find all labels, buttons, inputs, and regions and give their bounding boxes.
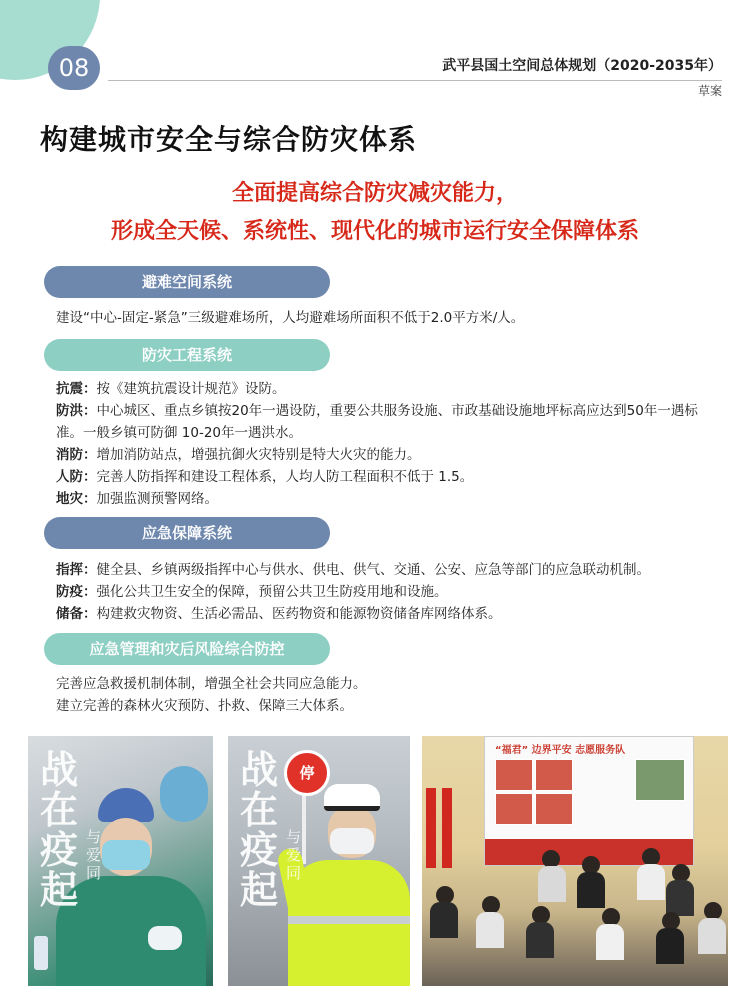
flag — [442, 788, 452, 868]
stop-sign: 停 — [284, 750, 330, 796]
screen-photo — [635, 759, 685, 801]
item-text: 加强监测预警网络。 — [96, 491, 218, 507]
document-title: 武平县国土空间总体规划（2020-2035年） — [442, 58, 722, 74]
item-label: 地灾： — [56, 491, 97, 507]
shelter-text-block — [56, 307, 710, 329]
item-label: 指挥： — [56, 562, 97, 578]
audience-member — [430, 902, 458, 938]
section-header-emergency: 应急保障系统 — [44, 517, 330, 549]
shelter-text: 建设“中心-固定-紧急”三级避难场所，人均避难场所面积不低于2.0平方米/人。 — [56, 310, 525, 326]
photo2-vertical-text: 战在疫起 — [240, 748, 279, 912]
photo2-small-text: 与爱同 — [286, 828, 302, 882]
screen-photo — [495, 759, 533, 791]
audience-member — [526, 922, 554, 958]
photo-meeting-hall — [422, 736, 728, 986]
screen-title: “福君” 边界平安 志愿服务队 — [495, 745, 626, 756]
item-text: 按《建筑抗震设计规范》设防。 — [96, 381, 286, 397]
reflective-stripe — [288, 916, 410, 924]
section-header-management: 应急管理和灾后风险综合防控 — [44, 633, 330, 665]
audience-member — [538, 866, 566, 902]
document-status: 草案 — [697, 84, 722, 98]
audience-member — [656, 928, 684, 964]
section-header-shelter: 避难空间系统 — [44, 266, 330, 298]
doctor-mask — [102, 840, 150, 870]
item-label: 抗震： — [56, 381, 97, 397]
engineering-item — [56, 444, 710, 466]
item-text: 中心城区、重点乡镇按20年一遇设防，重要公共服务设施、市政基础设施地坪标高应达到50年一遇标准。一般乡镇可防御 10-20年一遇洪水。 — [56, 403, 698, 441]
item-label: 消防： — [56, 447, 97, 463]
presentation-screen — [484, 736, 694, 866]
item-text: 健全县、乡镇两级指挥中心与供水、供电、供气、交通、公安、应急等部门的应急联动机制。 — [96, 562, 650, 578]
section-header-engineering: 防灾工程系统 — [44, 339, 330, 371]
doctor-cap — [98, 788, 154, 822]
photo1-vertical-text: 战在疫起 — [40, 748, 79, 912]
engineering-item — [56, 488, 710, 510]
doctor-glove — [148, 926, 182, 950]
management-line: 完善应急救援机制体制，增强全社会共同应急能力。 — [56, 676, 367, 692]
management-text-block — [56, 673, 710, 717]
engineering-item — [56, 466, 710, 488]
item-label: 防洪： — [56, 403, 97, 419]
page-title: 构建城市安全与综合防灾体系 — [40, 123, 418, 156]
item-text: 强化公共卫生安全的保障，预留公共卫生防疫用地和设施。 — [96, 584, 448, 600]
police-mask — [330, 828, 374, 854]
item-text: 增加消防站点，增强抗御火灾特别是特大火灾的能力。 — [96, 447, 421, 463]
background-doctor — [160, 766, 208, 822]
flag — [426, 788, 436, 868]
management-line: 建立完善的森林火灾预防、扑救、保障三大体系。 — [56, 698, 353, 714]
photo1-small-text: 与爱同 — [86, 828, 102, 882]
audience-member — [666, 880, 694, 916]
item-text: 完善人防指挥和建设工程体系，人均人防工程面积不低于 1.5。 — [96, 469, 474, 485]
engineering-item — [56, 400, 710, 444]
audience-member — [577, 872, 605, 908]
emergency-item — [56, 603, 710, 625]
audience-member — [596, 924, 624, 960]
emergency-item — [56, 581, 710, 603]
screen-photo — [495, 793, 533, 825]
photo-traffic-police — [228, 736, 410, 986]
audience-member — [637, 864, 665, 900]
police-cap — [324, 784, 380, 811]
engineering-text-block — [56, 378, 710, 510]
page-number-badge: 08 — [48, 46, 100, 90]
screen-photo — [535, 793, 573, 825]
emergency-text-block — [56, 559, 710, 625]
item-label: 人防： — [56, 469, 97, 485]
item-text: 构建救灾物资、生活必需品、医药物资和能源物资储备库网络体系。 — [96, 606, 502, 622]
audience-member — [698, 918, 726, 954]
audience-member — [476, 912, 504, 948]
item-label: 储备： — [56, 606, 97, 622]
item-label: 防疫： — [56, 584, 97, 600]
engineering-item — [56, 378, 710, 400]
photo-medical-worker — [28, 736, 213, 986]
medicine-bottle — [34, 936, 48, 970]
screen-photo — [535, 759, 573, 791]
slogan-line-1: 全面提高综合防灾减灾能力， — [231, 181, 518, 206]
header-divider — [108, 80, 722, 81]
slogan-line-2: 形成全天候、系统性、现代化的城市运行安全保障体系 — [110, 219, 639, 244]
emergency-item — [56, 559, 710, 581]
